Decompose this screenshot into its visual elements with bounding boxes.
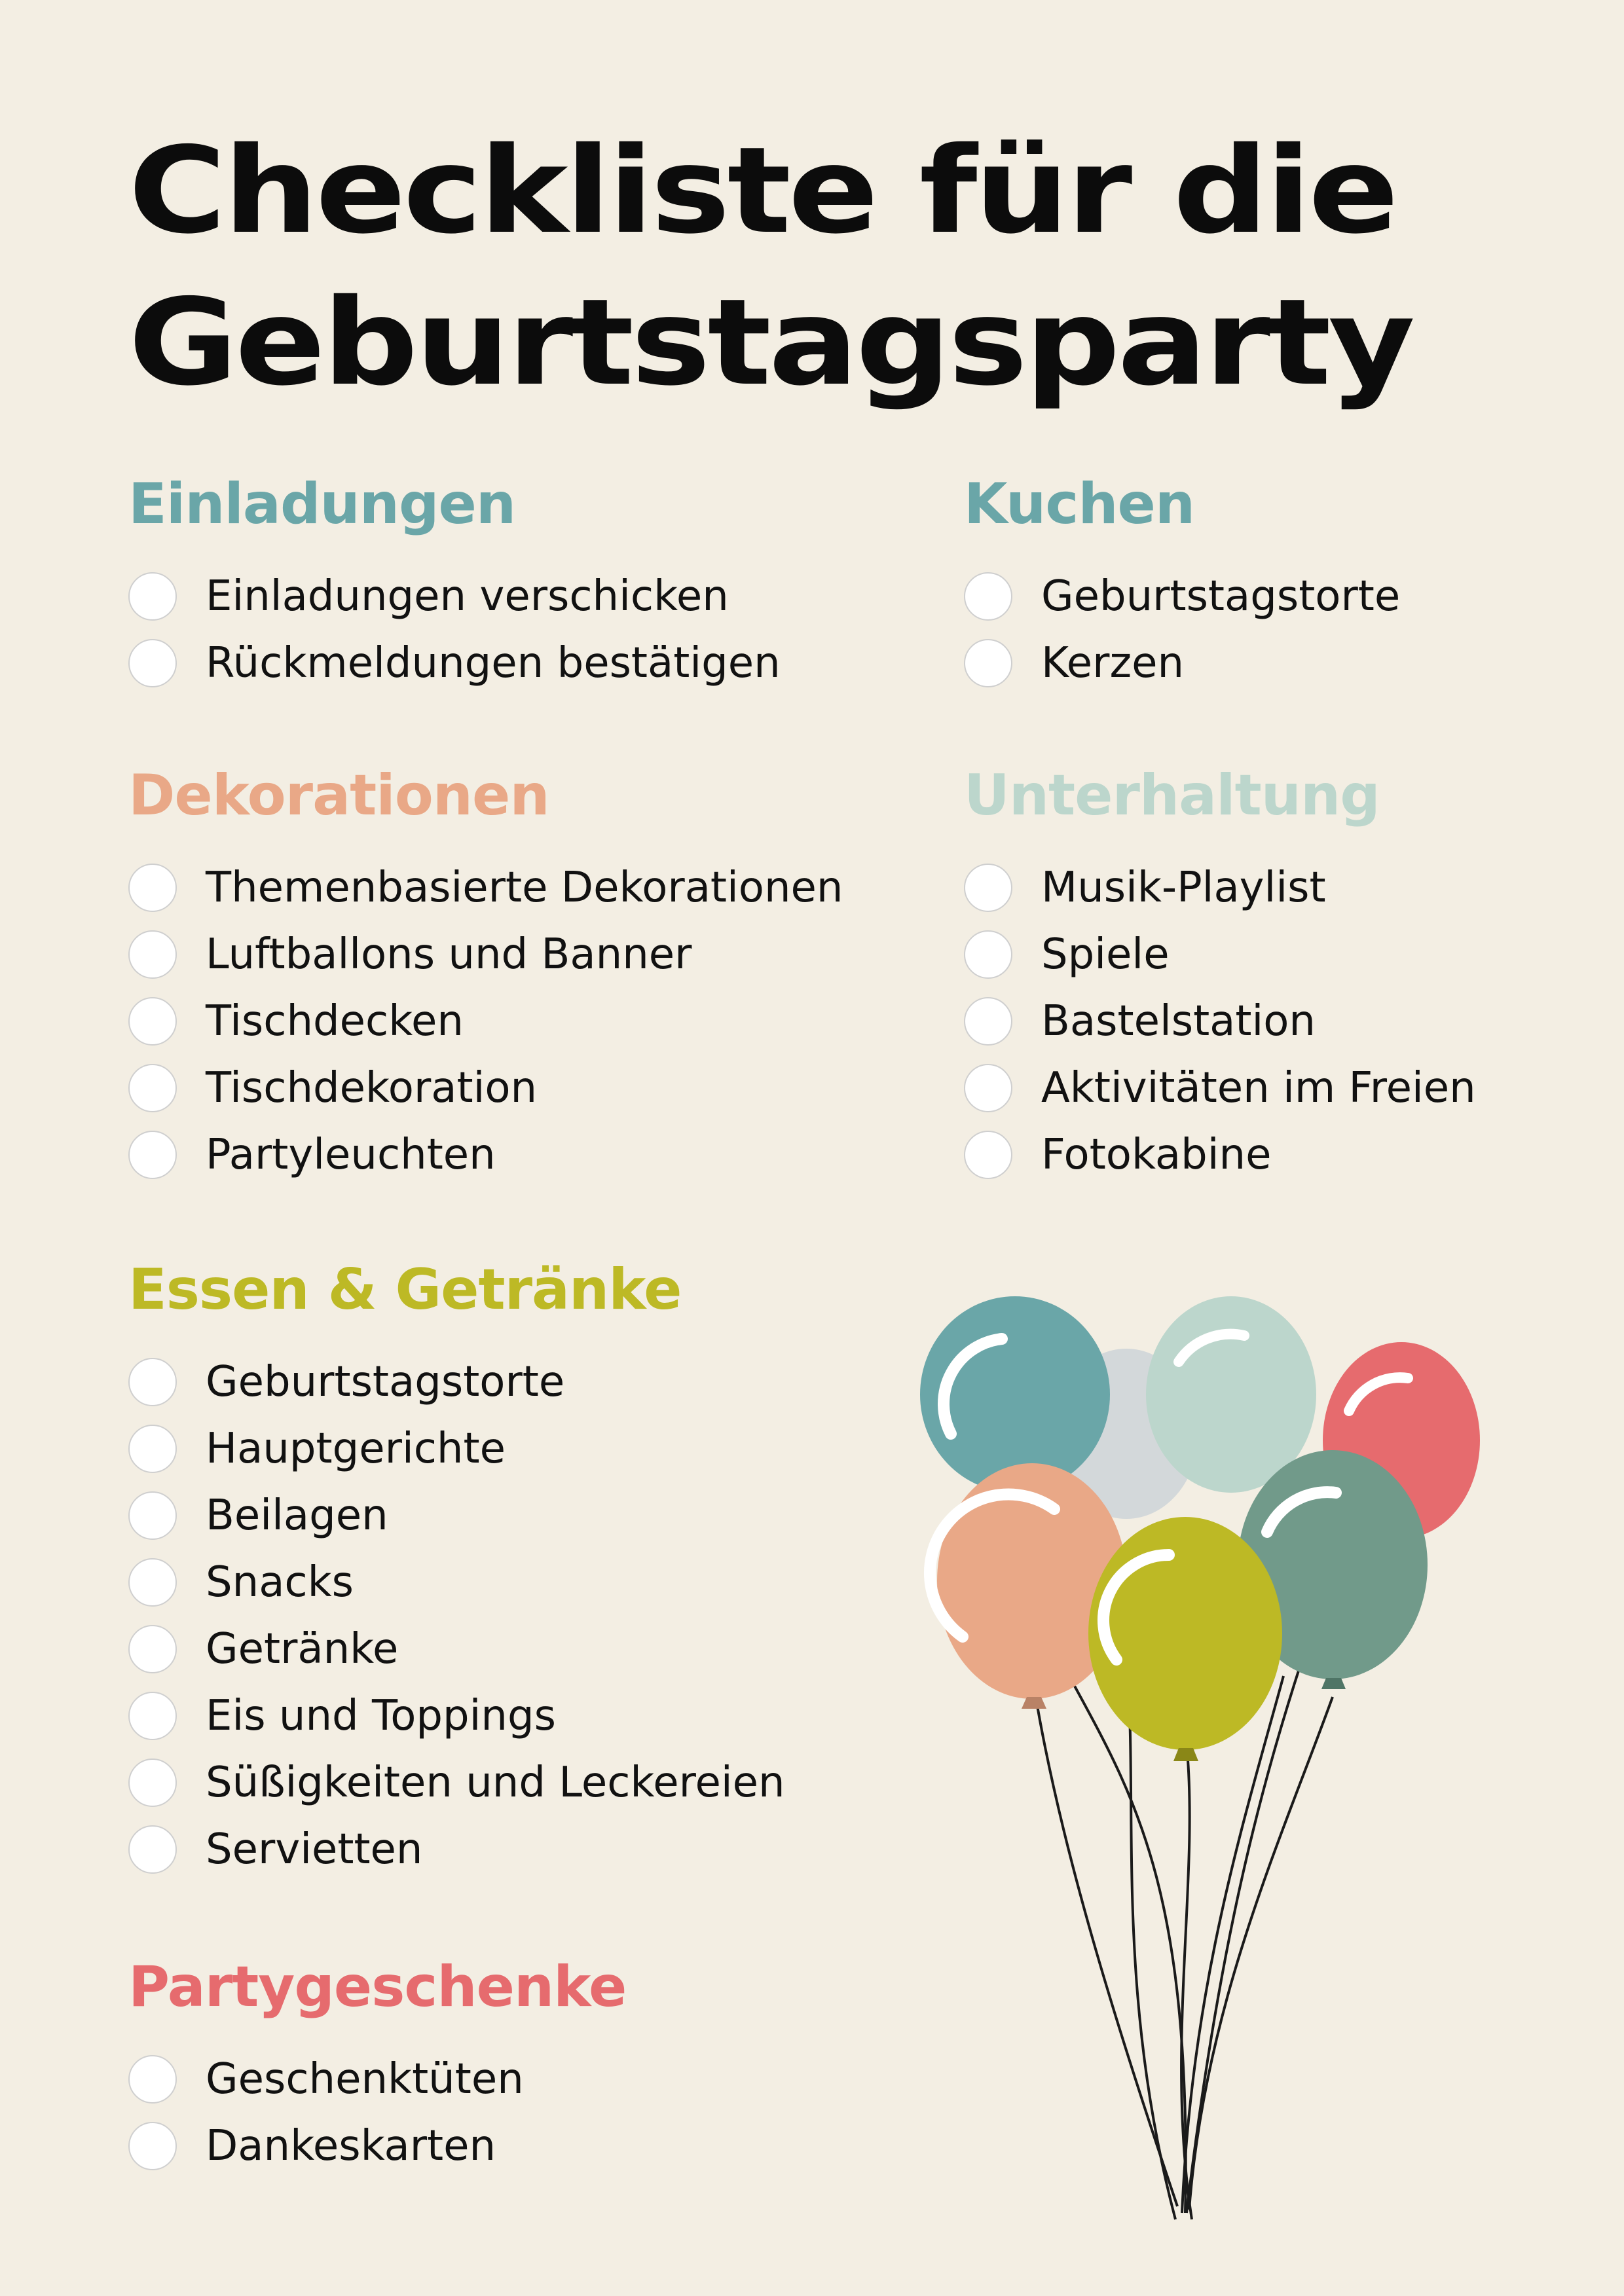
- item-label: Themenbasierte Dekorationen: [206, 864, 843, 912]
- item-label: Luftballons und Banner: [206, 930, 692, 979]
- checklist-item[interactable]: [128, 1616, 785, 1683]
- checkbox[interactable]: [964, 864, 1012, 912]
- item-label: Rückmeldungen bestätigen: [206, 639, 781, 687]
- item-label: Süßigkeiten und Leckereien: [206, 1758, 785, 1807]
- checklist-item[interactable]: [128, 1749, 785, 1816]
- checkbox[interactable]: [128, 639, 177, 687]
- item-label: Fotokabine: [1041, 1131, 1272, 1179]
- checkbox[interactable]: [128, 1064, 177, 1112]
- checklist-item[interactable]: [964, 854, 1476, 921]
- checklist-item[interactable]: [128, 1549, 785, 1616]
- section-dekorationen: [128, 763, 843, 1188]
- checklist-partygeschenke: [128, 2046, 626, 2179]
- section-heading-dekorationen: Dekorationen: [128, 763, 549, 828]
- item-label: Einladungen verschicken: [206, 572, 729, 621]
- balloon-bunch-icon: [917, 1296, 1506, 2226]
- checklist-item[interactable]: [128, 1415, 785, 1482]
- item-label: Snacks: [206, 1558, 354, 1607]
- section-kuchen: [964, 471, 1400, 697]
- item-label: Eis und Toppings: [206, 1692, 556, 1740]
- checklist-item[interactable]: [964, 563, 1400, 630]
- checkbox[interactable]: [964, 639, 1012, 687]
- balloon-teal: [920, 1296, 1110, 1493]
- checklist-item[interactable]: [964, 630, 1400, 697]
- checkbox[interactable]: [128, 1425, 177, 1473]
- section-essen-getraenke: [128, 1257, 785, 1883]
- item-label: Hauptgerichte: [206, 1425, 506, 1473]
- checklist-item[interactable]: [128, 1055, 843, 1121]
- item-label: Tischdekoration: [206, 1064, 538, 1112]
- checkbox[interactable]: [128, 1758, 177, 1807]
- section-heading-einladungen: Einladungen: [128, 471, 516, 537]
- checklist-item[interactable]: [964, 1055, 1476, 1121]
- checklist-item[interactable]: [128, 563, 781, 630]
- checklist-dekorationen: [128, 854, 843, 1188]
- checklist-item[interactable]: [964, 1121, 1476, 1188]
- checkbox[interactable]: [128, 1131, 177, 1179]
- checklist-item[interactable]: [128, 1816, 785, 1883]
- title-line-1: Checkliste für die: [128, 121, 1396, 260]
- checkbox[interactable]: [128, 572, 177, 621]
- checklist-item[interactable]: [128, 1121, 843, 1188]
- checkbox[interactable]: [964, 997, 1012, 1046]
- item-label: Getränke: [206, 1625, 399, 1673]
- section-heading-kuchen: Kuchen: [964, 471, 1195, 537]
- checklist-item[interactable]: [128, 1482, 785, 1549]
- checkbox[interactable]: [128, 1625, 177, 1673]
- item-label: Partyleuchten: [206, 1131, 496, 1179]
- checklist-unterhaltung: [964, 854, 1476, 1188]
- item-label: Musik-Playlist: [1041, 864, 1326, 912]
- section-partygeschenke: [128, 1954, 626, 2179]
- checkbox[interactable]: [128, 1491, 177, 1540]
- checklist-essen-getraenke: [128, 1349, 785, 1883]
- checkbox[interactable]: [128, 2122, 177, 2170]
- checklist-item[interactable]: [128, 2113, 626, 2179]
- section-unterhaltung: [964, 763, 1476, 1188]
- item-label: Geburtstagstorte: [1041, 572, 1401, 621]
- item-label: Geburtstagstorte: [206, 1358, 565, 1406]
- checkbox[interactable]: [128, 1825, 177, 1874]
- section-heading-essen-getraenke: Essen & Getränke: [128, 1257, 682, 1322]
- checklist-item[interactable]: [128, 1683, 785, 1749]
- checklist-item[interactable]: [964, 921, 1476, 988]
- title-line-2: Geburtstagsparty: [128, 273, 1412, 412]
- item-label: Dankeskarten: [206, 2122, 496, 2170]
- item-label: Tischdecken: [206, 997, 464, 1046]
- checklist-einladungen: [128, 563, 781, 697]
- item-label: Geschenktüten: [206, 2055, 524, 2104]
- item-label: Servietten: [206, 1825, 423, 1874]
- checkbox[interactable]: [964, 1064, 1012, 1112]
- checkbox[interactable]: [128, 1692, 177, 1740]
- item-label: Kerzen: [1041, 639, 1184, 687]
- balloon-olive: [1088, 1517, 1282, 1761]
- checkbox[interactable]: [128, 930, 177, 979]
- checkbox[interactable]: [964, 1131, 1012, 1179]
- checkbox[interactable]: [128, 1358, 177, 1406]
- checklist-item[interactable]: [128, 2046, 626, 2113]
- checklist-kuchen: [964, 563, 1400, 697]
- checklist-item[interactable]: [128, 921, 843, 988]
- checkbox[interactable]: [128, 2055, 177, 2104]
- item-label: Beilagen: [206, 1491, 388, 1540]
- item-label: Aktivitäten im Freien: [1041, 1064, 1476, 1112]
- checkbox[interactable]: [964, 930, 1012, 979]
- item-label: Bastelstation: [1041, 997, 1316, 1046]
- checkbox[interactable]: [964, 572, 1012, 621]
- checkbox[interactable]: [128, 1558, 177, 1607]
- section-einladungen: [128, 471, 781, 697]
- checklist-item[interactable]: [128, 854, 843, 921]
- checklist-item[interactable]: [128, 988, 843, 1055]
- checklist-item[interactable]: [964, 988, 1476, 1055]
- section-heading-unterhaltung: Unterhaltung: [964, 763, 1380, 828]
- checklist-item[interactable]: [128, 1349, 785, 1415]
- page-title: [128, 115, 1412, 418]
- section-heading-partygeschenke: Partygeschenke: [128, 1954, 627, 2020]
- checkbox[interactable]: [128, 997, 177, 1046]
- checkbox[interactable]: [128, 864, 177, 912]
- checklist-item[interactable]: [128, 630, 781, 697]
- item-label: Spiele: [1041, 930, 1170, 979]
